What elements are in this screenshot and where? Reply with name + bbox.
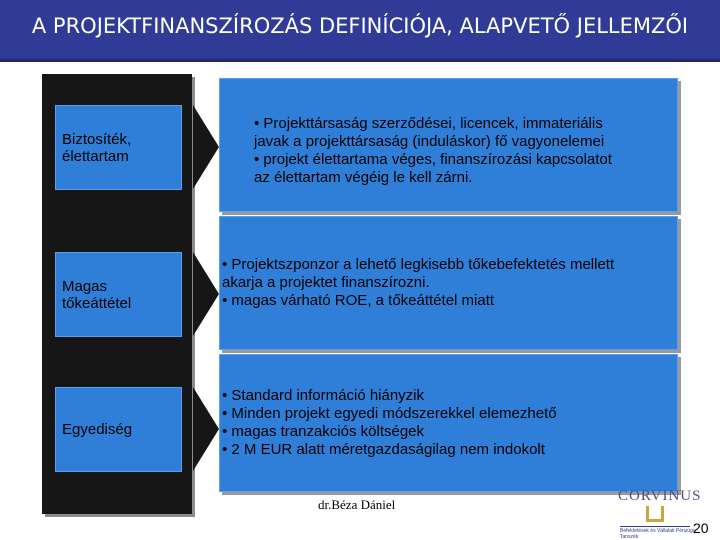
logo-mark-icon [646, 506, 664, 522]
content-line: az élettartam végéig le kell zárni. [254, 169, 473, 186]
content-line: • Standard információ hiányzik [222, 387, 425, 404]
label-line: Egyediség [62, 421, 133, 438]
label-line: tőkeáttétel [62, 294, 132, 312]
content-line: akarja a projektet finanszírozni. [222, 274, 430, 291]
content-line: • Minden projekt egyedi módszerekkel elemezhető [222, 405, 557, 422]
content-box-egyediseg [219, 354, 678, 492]
content-box-biztositek [219, 78, 678, 212]
logo-divider [620, 526, 690, 527]
label-line: Biztosíték, [62, 130, 132, 148]
content-line: • projekt élettartama véges, finanszírozási kapcsolatot [254, 151, 612, 168]
content-line: • magas tranzakciós költségek [222, 423, 425, 440]
label-box-egyediseg [55, 387, 182, 472]
arrow-connector-3 [193, 387, 219, 471]
logo-subtitle: Befektetések és Vállalati Pénzügy Tanszék [620, 528, 696, 540]
content-line: • Projekttársaság szerződései, licencek, immateriális [254, 115, 603, 132]
label-box-tokeattetel [55, 252, 182, 337]
content-box-tokeattetel [219, 216, 678, 350]
page-number: 20 [693, 520, 709, 536]
label-box-biztositek [55, 105, 182, 190]
content-line: • 2 M EUR alatt méretgazdaságilag nem indokolt [222, 441, 545, 458]
logo-text: CORVINUS [618, 488, 702, 504]
label-line: élettartam [62, 147, 129, 165]
arrow-connector-2 [193, 252, 219, 336]
author-name: dr.Béza Dániel [318, 497, 396, 512]
label-line: Magas [62, 277, 108, 295]
content-line: • magas várható ROE, a tőkeáttétel miatt [222, 292, 495, 309]
arrow-connector-1 [193, 105, 219, 189]
title-bar [0, 0, 720, 62]
slide-title: A PROJEKTFINANSZÍROZÁS DEFINÍCIÓJA, ALAPVETŐ JELLEMZŐI [31, 14, 689, 38]
content-line: javak a projekttársaság (induláskor) fő vagyonelemei [254, 133, 605, 150]
content-line: • Projektszponzor a lehető legkisebb tőkebefektetés mellett [222, 256, 615, 273]
